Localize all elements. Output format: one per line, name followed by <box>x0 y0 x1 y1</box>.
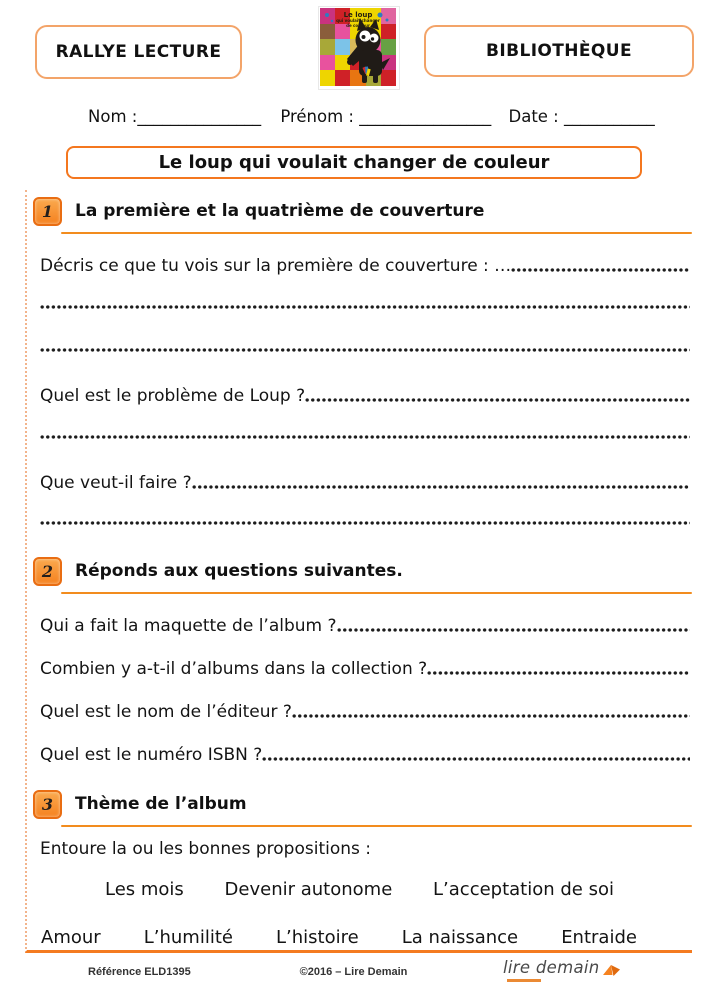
answer-dots <box>305 397 690 403</box>
answer-line <box>40 520 690 526</box>
book-cover-inner <box>320 8 396 86</box>
question-row <box>40 743 690 765</box>
theme-instruction: Entoure la ou les bonnes propositions : <box>40 839 371 859</box>
book-title-box <box>66 146 642 179</box>
question-row <box>40 700 690 722</box>
cover-title-line1: Le loup <box>343 11 373 19</box>
name-blank: _______________ <box>137 107 262 126</box>
question-row <box>40 384 690 406</box>
question-5-label: Combien y a-t-il d’albums dans la collection ? <box>40 659 428 679</box>
book-title: Le loup qui voulait changer de couleur <box>158 152 550 173</box>
option-entraide: Entraide <box>561 926 637 948</box>
content-area <box>25 190 692 953</box>
answer-dots <box>337 627 690 633</box>
option-devenir-autonome: Devenir autonome <box>224 878 393 900</box>
identity-row <box>88 107 655 126</box>
publisher-logo <box>503 958 621 977</box>
section-3-title: Thème de l’album <box>75 794 247 814</box>
answer-line <box>40 304 690 310</box>
section-1-header <box>33 196 692 226</box>
date-blank: ___________ <box>564 107 655 126</box>
options-row-1 <box>27 877 692 901</box>
cover-title-line3: de couleur <box>346 22 370 28</box>
question-6-label: Quel est le nom de l’éditeur ? <box>40 702 292 722</box>
option-naissance: La naissance <box>401 926 519 948</box>
section-3-badge <box>33 790 62 819</box>
rallye-lecture-label: RALLYE LECTURE <box>55 42 222 62</box>
question-7-label: Quel est le numéro ISBN ? <box>40 745 263 765</box>
firstname-blank: ________________ <box>359 107 492 126</box>
question-1-label: Décris ce que tu vois sur la première de couverture : … <box>40 256 512 276</box>
section-1-title: La première et la quatrième de couverture <box>75 201 485 221</box>
option-humilite: L’humilité <box>143 926 233 948</box>
option-histoire: L’histoire <box>276 926 359 948</box>
answer-dots <box>192 484 690 490</box>
section-1-badge <box>33 197 62 226</box>
section-1-number: 1 <box>41 201 54 221</box>
question-3-label: Que veut-il faire ? <box>40 473 192 493</box>
bibliotheque-box <box>424 25 694 77</box>
question-row <box>40 471 690 493</box>
option-les-mois: Les mois <box>105 878 184 900</box>
question-row <box>40 614 690 636</box>
section-2-badge <box>33 557 62 586</box>
cover-title-line2: qui voulait changer <box>336 18 380 24</box>
question-4-label: Qui a fait la maquette de l’album ? <box>40 616 337 636</box>
logo-book-icon <box>602 961 621 977</box>
section-2-number: 2 <box>41 561 54 581</box>
bibliotheque-label: BIBLIOTHÈQUE <box>486 41 632 61</box>
book-cover-image <box>319 7 399 89</box>
section-3-header <box>33 789 692 819</box>
section-2-underline <box>61 592 692 594</box>
publisher-logo-text: lire demain <box>503 958 600 977</box>
answer-line <box>40 347 690 353</box>
answer-dots <box>427 670 690 676</box>
date-label: Date : <box>508 107 559 126</box>
answer-dots <box>292 713 690 719</box>
option-acceptation-de-soi: L’acceptation de soi <box>433 878 614 900</box>
name-label: Nom : <box>88 107 138 126</box>
logo-tagline <box>507 979 541 982</box>
question-row <box>40 254 690 276</box>
section-2-header <box>33 556 692 586</box>
option-amour: Amour <box>41 926 101 948</box>
answer-dots <box>262 756 690 762</box>
answer-dots <box>511 267 690 273</box>
section-3-underline <box>61 825 692 827</box>
cover-title <box>334 11 382 28</box>
section-1-underline <box>61 232 692 234</box>
footer-copyright: ©2016 – Lire Demain <box>299 966 408 978</box>
footer-reference: Référence ELD1395 <box>88 966 191 978</box>
question-row <box>40 657 690 679</box>
section-3-number: 3 <box>41 794 54 814</box>
rallye-lecture-box <box>35 25 242 79</box>
answer-line <box>40 434 690 440</box>
question-2-label: Quel est le problème de Loup ? <box>40 386 306 406</box>
firstname-label: Prénom : <box>280 107 354 126</box>
section-2-title: Réponds aux questions suivantes. <box>75 561 403 581</box>
options-row-2 <box>27 925 692 949</box>
